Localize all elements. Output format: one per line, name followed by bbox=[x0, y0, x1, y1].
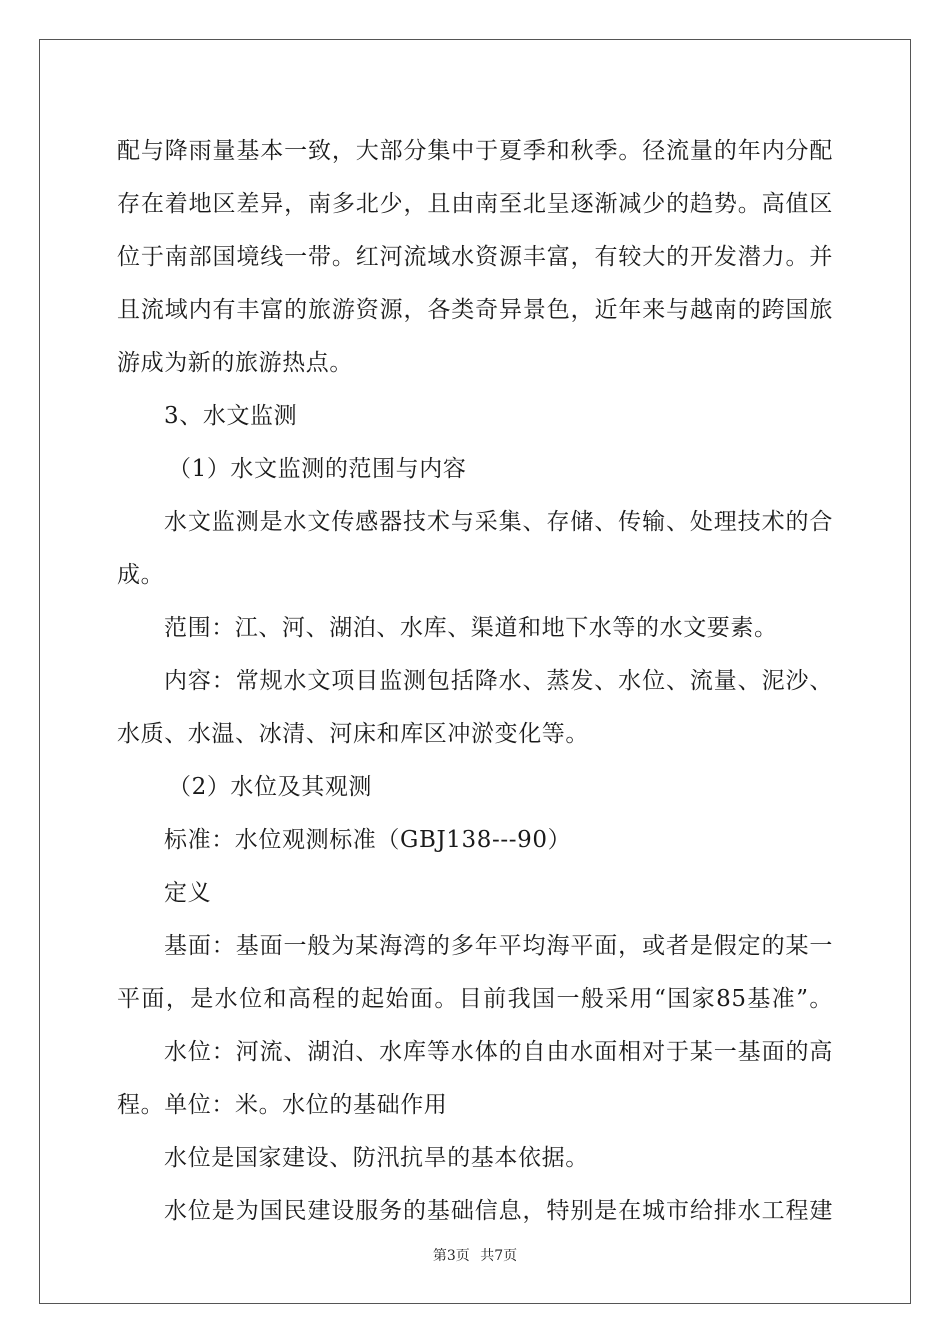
paragraph-line: 定义 bbox=[164, 880, 212, 906]
paragraph-line: 标准：水位观测标准（GBJ138---90） bbox=[164, 827, 572, 853]
paragraph-line: 水文监测是水文传感器技术与采集、存储、传输、处理技术的合 bbox=[164, 509, 833, 535]
paragraph-line: 水质、水温、冰清、河床和库区冲淤变化等。 bbox=[117, 721, 589, 747]
paragraph-line: 基面：基面一般为某海湾的多年平均海平面，或者是假定的某一 bbox=[164, 933, 833, 959]
paragraph-line: 存在着地区差异，南多北少，且由南至北呈逐渐减少的趋势。高值区 bbox=[117, 191, 833, 217]
section-heading: 3、水文监测 bbox=[164, 403, 298, 429]
paragraph-line: 范围：江、河、湖泊、水库、渠道和地下水等的水文要素。 bbox=[164, 615, 778, 641]
subsection-heading: （2）水位及其观测 bbox=[168, 774, 373, 800]
page-total: 共7页 bbox=[480, 1248, 518, 1264]
paragraph-line: 水位：河流、湖泊、水库等水体的自由水面相对于某一基面的高 bbox=[164, 1039, 833, 1065]
paragraph-line: 平面，是水位和高程的起始面。目前我国一般采用“国家85基准”。 bbox=[117, 986, 833, 1012]
paragraph-line: 水位是国家建设、防汛抗旱的基本依据。 bbox=[164, 1145, 589, 1171]
subsection-heading: （1）水文监测的范围与内容 bbox=[168, 456, 467, 482]
document-body bbox=[117, 129, 833, 1242]
page-footer bbox=[0, 1245, 950, 1265]
paragraph-line: 位于南部国境线一带。红河流域水资源丰富，有较大的开发潜力。并 bbox=[117, 244, 833, 270]
paragraph-line: 且流域内有丰富的旅游资源，各类奇异景色，近年来与越南的跨国旅 bbox=[117, 297, 833, 323]
paragraph-line: 配与降雨量基本一致，大部分集中于夏季和秋季。径流量的年内分配 bbox=[117, 138, 833, 164]
paragraph-line: 成。 bbox=[117, 562, 165, 588]
page-number: 第3页 bbox=[432, 1248, 470, 1264]
paragraph-line: 水位是为国民建设服务的基础信息，特别是在城市给排水工程建 bbox=[164, 1198, 833, 1224]
paragraph-line: 程。单位：米。水位的基础作用 bbox=[117, 1092, 448, 1118]
paragraph-line: 内容：常规水文项目监测包括降水、蒸发、水位、流量、泥沙、 bbox=[164, 668, 833, 694]
paragraph-line: 游成为新的旅游热点。 bbox=[117, 350, 353, 376]
